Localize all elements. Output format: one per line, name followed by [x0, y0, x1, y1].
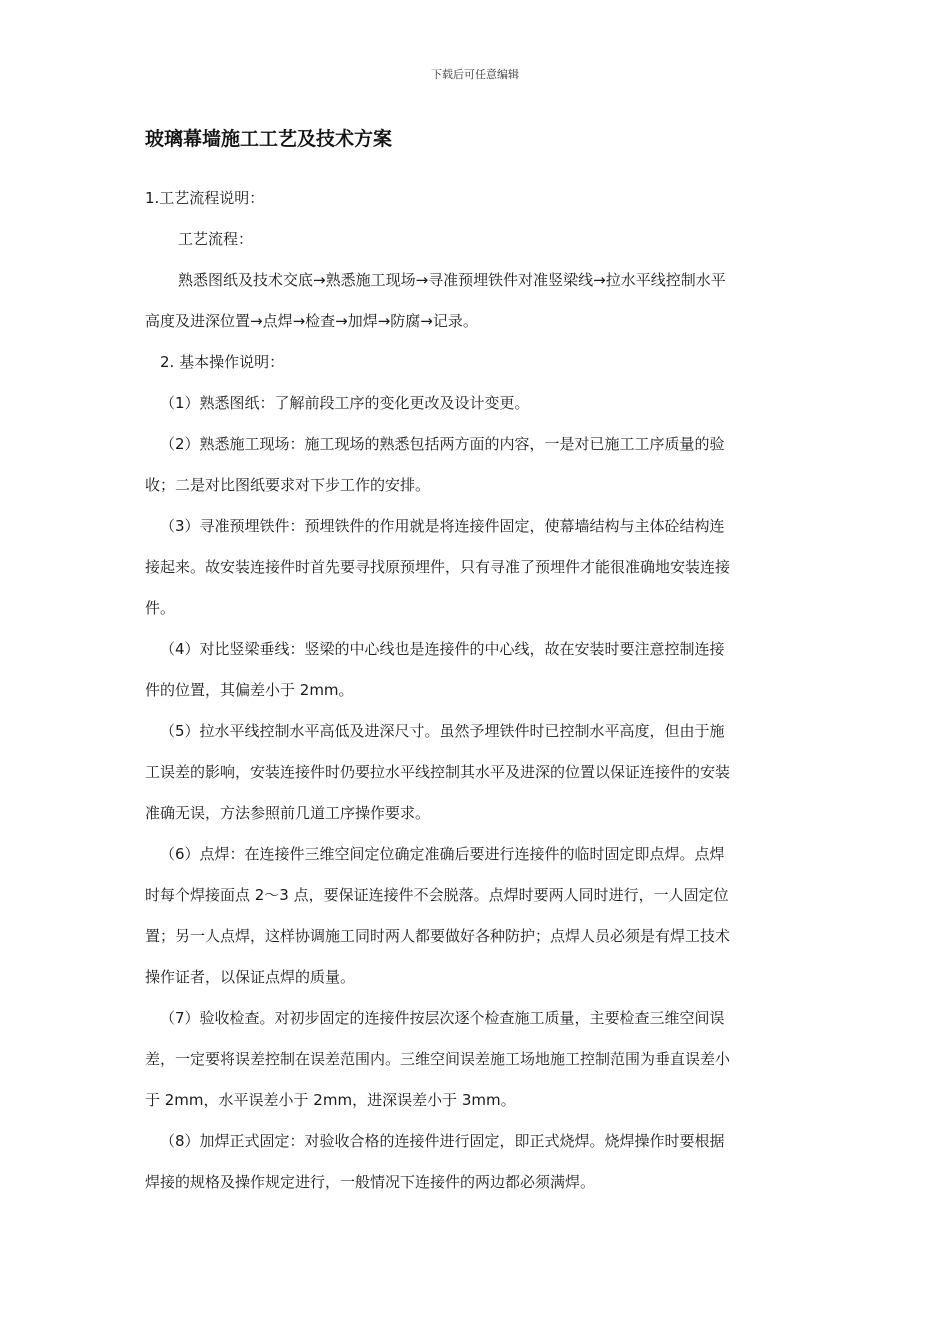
body-line: 于 2mm，水平误差小于 2mm，进深误差小于 3mm。 [145, 1091, 516, 1109]
body-line: （2）熟悉施工现场：施工现场的熟悉包括两方面的内容，一是对已施工工序质量的验 [160, 435, 725, 453]
body-line: （6）点焊：在连接件三维空间定位确定准确后要进行连接件的临时固定即点焊。点焊 [160, 845, 725, 863]
body-line: （1）熟悉图纸：了解前段工序的变化更改及设计变更。 [160, 394, 530, 412]
section-heading: 1.工艺流程说明： [145, 189, 265, 207]
section-heading: 2. 基本操作说明： [160, 353, 285, 371]
body-line: 高度及进深位置→点焊→检查→加焊→防腐→记录。 [145, 312, 478, 330]
body-line: （4）对比竖梁垂线：竖梁的中心线也是连接件的中心线，故在安装时要注意控制连接 [160, 640, 725, 658]
body-line: 焊接的规格及操作规定进行，一般情况下连接件的两边都必须满焊。 [145, 1173, 596, 1191]
body-line: 收；二是对比图纸要求对下步工作的安排。 [145, 476, 431, 494]
body-line: 工误差的影响，安装连接件时仍要拉水平线控制其水平及进深的位置以保证连接件的安装 [145, 763, 731, 781]
body-line: 置；另一人点焊，这样协调施工同时两人都要做好各种防护；点焊人员必须是有焊工技术 [145, 927, 731, 945]
body-line: 接起来。故安装连接件时首先要寻找原预埋件，只有寻准了预埋件才能很准确地安装连接 [145, 558, 731, 576]
body-line: 准确无误，方法参照前几道工序操作要求。 [145, 804, 431, 822]
body-line: （7）验收检查。对初步固定的连接件按层次逐个检查施工质量，主要检查三维空间误 [160, 1009, 725, 1027]
body-line: 熟悉图纸及技术交底→熟悉施工现场→寻准预埋铁件对准竖梁线→拉水平线控制水平 [178, 271, 726, 289]
body-line: 操作证者，以保证点焊的质量。 [145, 968, 356, 986]
body-line: 时每个焊接面点 2～3 点，要保证连接件不会脱落。点焊时要两人同时进行，一人固定位 [145, 886, 729, 904]
body-line: （8）加焊正式固定：对验收合格的连接件进行固定，即正式烧焊。烧焊操作时要根据 [160, 1132, 725, 1150]
document-title: 玻璃幕墙施工工艺及技术方案 [145, 128, 393, 150]
body-line: （3）寻准预埋铁件：预埋铁件的作用就是将连接件固定，使幕墙结构与主体砼结构连 [160, 517, 725, 535]
body-line: 差，一定要将误差控制在误差范围内。三维空间误差施工场地施工控制范围为垂直误差小 [145, 1050, 731, 1068]
page-header: 下载后可任意编辑 [431, 68, 519, 81]
subheading: 工艺流程： [178, 230, 254, 248]
body-line: 件的位置，其偏差小于 2mm。 [145, 681, 354, 699]
body-line: （5）拉水平线控制水平高低及进深尺寸。虽然予埋铁件时已控制水平高度，但由于施 [160, 722, 725, 740]
body-line: 件。 [145, 599, 176, 617]
